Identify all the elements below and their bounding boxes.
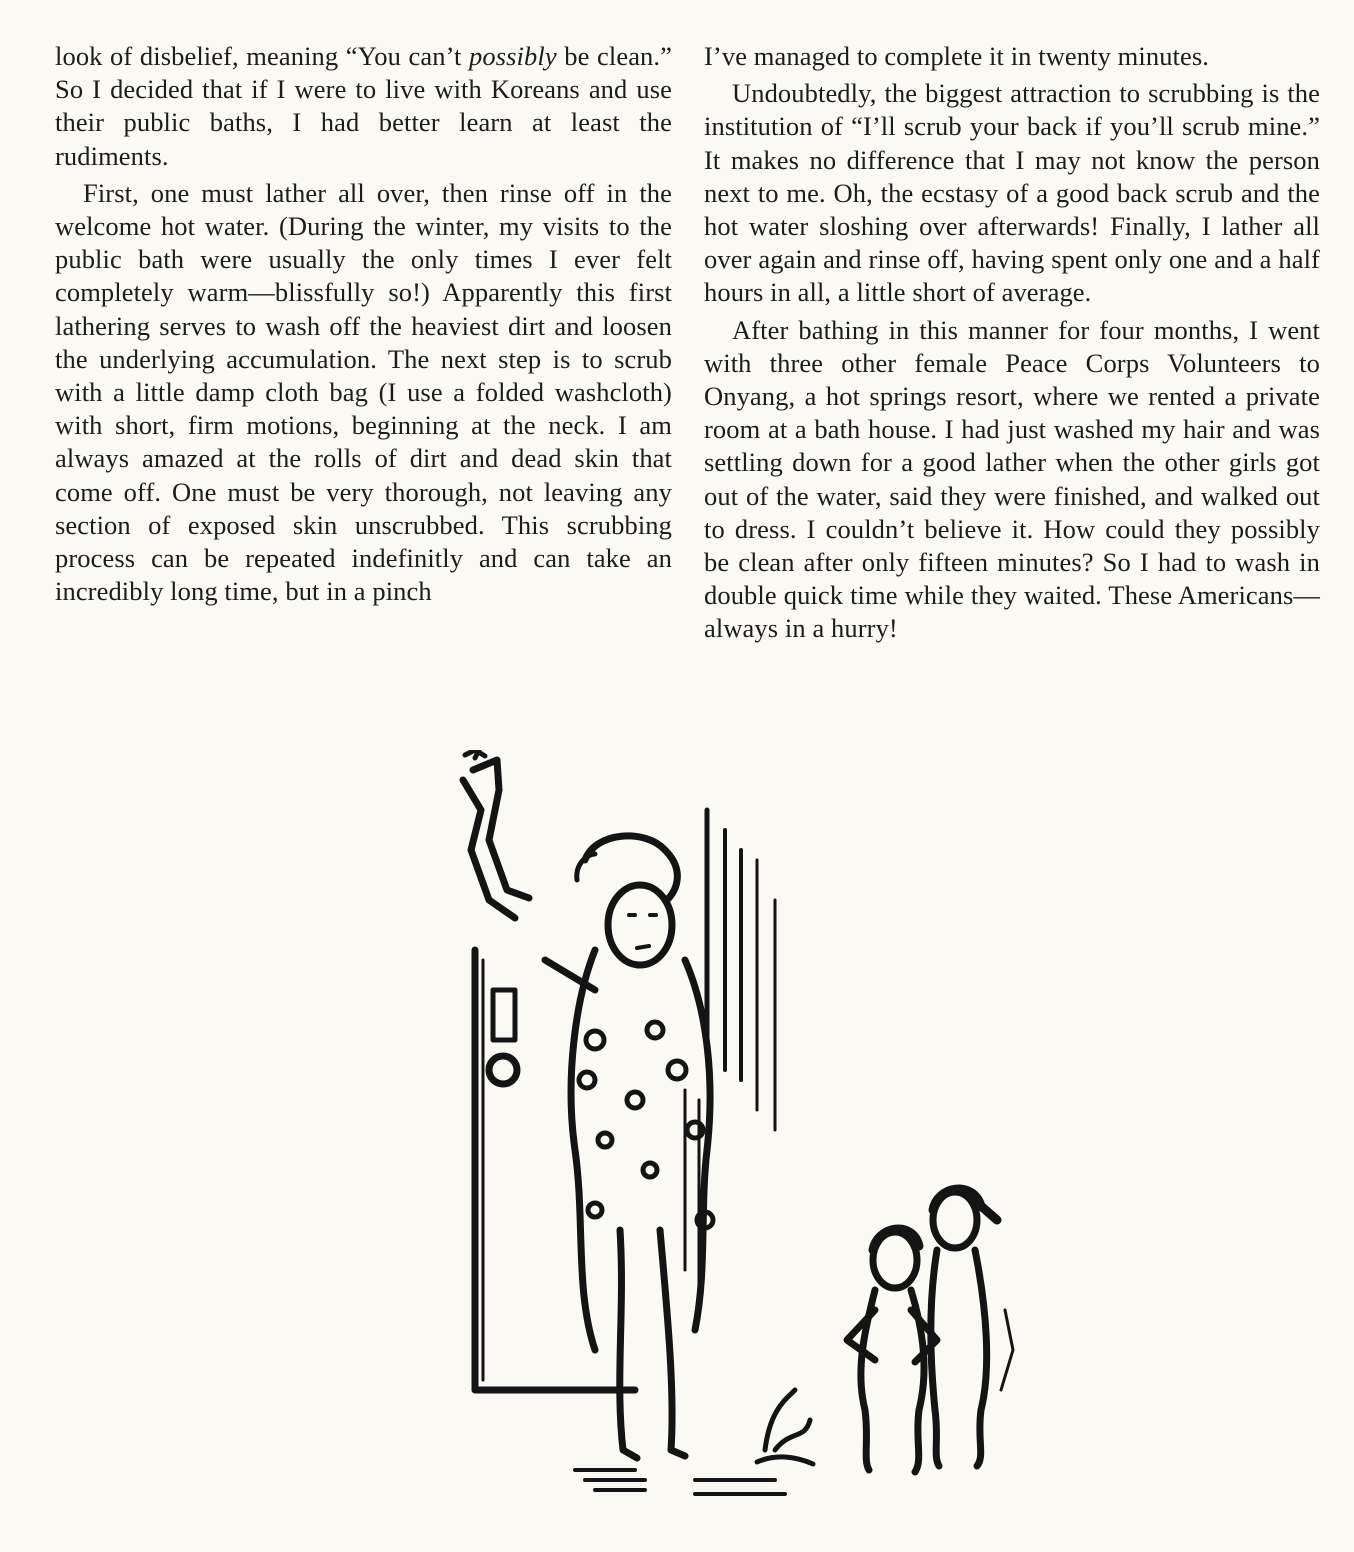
paragraph: I’ve managed to complete it in twenty minutes. [704,41,1210,71]
paragraph: Undoubtedly, the biggest attraction to scrubbing is the institution of “I’ll scrub your back if you’ll scrub mine.” It makes no difference that I may not know the person next to me. Oh, the ecstasy of a good back scrub and the hot water sloshing over afterwards! Finally, I lather all over again and rinse off, having spent only one and a half hours in all, a little short of average. [704,78,1320,308]
right-text-column [704,40,1320,646]
bath-illustration [445,750,1045,1540]
paragraph: After bathing in this manner for four months, I went with three other female Peace Corps Volunteers to Onyang, a hot springs resort, where we rented a private room at a bath house. I had just washed my hair and was settling down for a good lather when the other girls got out of the water, said they were finished, and walked out to dress. I couldn’t believe it. How could they possibly be clean after only fifteen minutes? So I had to wash in double quick time while they waited. These Americans—always in a hurry! [704,314,1320,644]
paragraph: look of disbelief, meaning “You can’t possibly be clean.” So I decided that if I were to live with Koreans and use their public baths, I had better learn at least the rudiments. [55,41,672,171]
paragraph: First, one must lather all over, then rinse off in the welcome hot water. (During the winter, my visits to the public bath were usually the only times I ever felt completely warm—blissfully so!) Apparently this first lathering serves to wash off the heaviest dirt and loosen the underlying accumulation. The next step is to scrub with a little damp cloth bag (I use a folded washcloth) with short, firm motions, beginning at the neck. I am always amazed at the rolls of dirt and dead skin that come off. One must be very thorough, not leaving any section of exposed skin unscrubbed. This scrubbing process can be repeated indefinitly and can take an incredibly long time, but in a pinch [55,177,672,607]
emphasis-text: possibly [469,41,557,71]
left-text-column [55,40,672,608]
watching-figures [847,1189,1013,1472]
illustration-drawing [445,750,1045,1540]
